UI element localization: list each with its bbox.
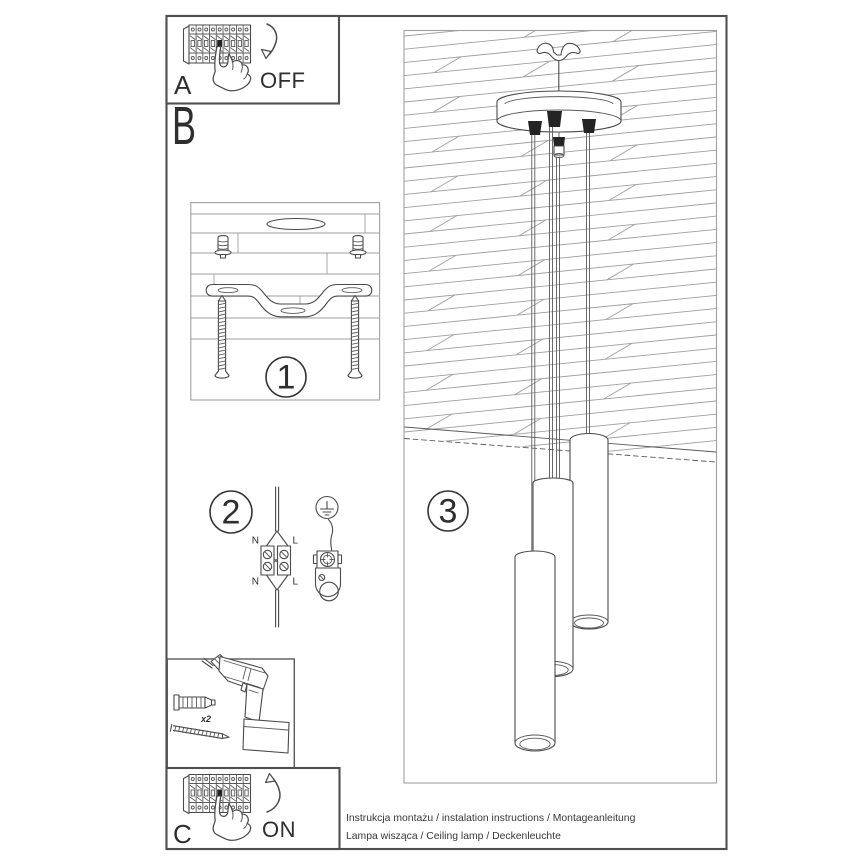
- cord-grip-icon: [582, 119, 596, 133]
- pendant-cylinder-front: [515, 551, 555, 751]
- label-neutral-top: N: [251, 535, 259, 547]
- panel-a-label: A: [174, 70, 192, 100]
- section-b-label: B: [172, 96, 196, 156]
- tools-box: [167, 655, 294, 769]
- svg-text:1: 1: [276, 358, 296, 397]
- step-3-box: [404, 5, 717, 783]
- step-1-box: [191, 203, 380, 400]
- screw-head: [215, 371, 229, 378]
- cord-grip-icon: [528, 121, 542, 135]
- screw-head: [348, 371, 362, 378]
- on-label: ON: [262, 817, 296, 842]
- panel-c-label: C: [173, 819, 192, 849]
- step-1-number: [266, 357, 306, 397]
- panel-a: [167, 16, 340, 104]
- step-2-number: [210, 491, 252, 533]
- anchor-quantity-label: x2: [201, 714, 212, 724]
- panel-c: [167, 768, 340, 849]
- label-line-top: L: [292, 535, 299, 547]
- pendant-cylinder-right: [570, 434, 608, 630]
- off-label: OFF: [260, 68, 306, 93]
- footer-line-1: Instrukcja montażu / instalation instructions / Montageanleitung: [346, 813, 636, 824]
- svg-text:3: 3: [438, 492, 458, 531]
- label-line-bottom: L: [292, 576, 299, 588]
- footer-line-2: Lampa wisząca / Ceiling lamp / Deckenleuchte: [346, 831, 561, 842]
- cord-grip-icon: [547, 111, 562, 127]
- svg-text:2: 2: [221, 493, 241, 532]
- step-3-number: [428, 491, 468, 531]
- label-neutral-bottom: N: [251, 576, 259, 588]
- ceiling-outlet-ellipse: [267, 219, 325, 230]
